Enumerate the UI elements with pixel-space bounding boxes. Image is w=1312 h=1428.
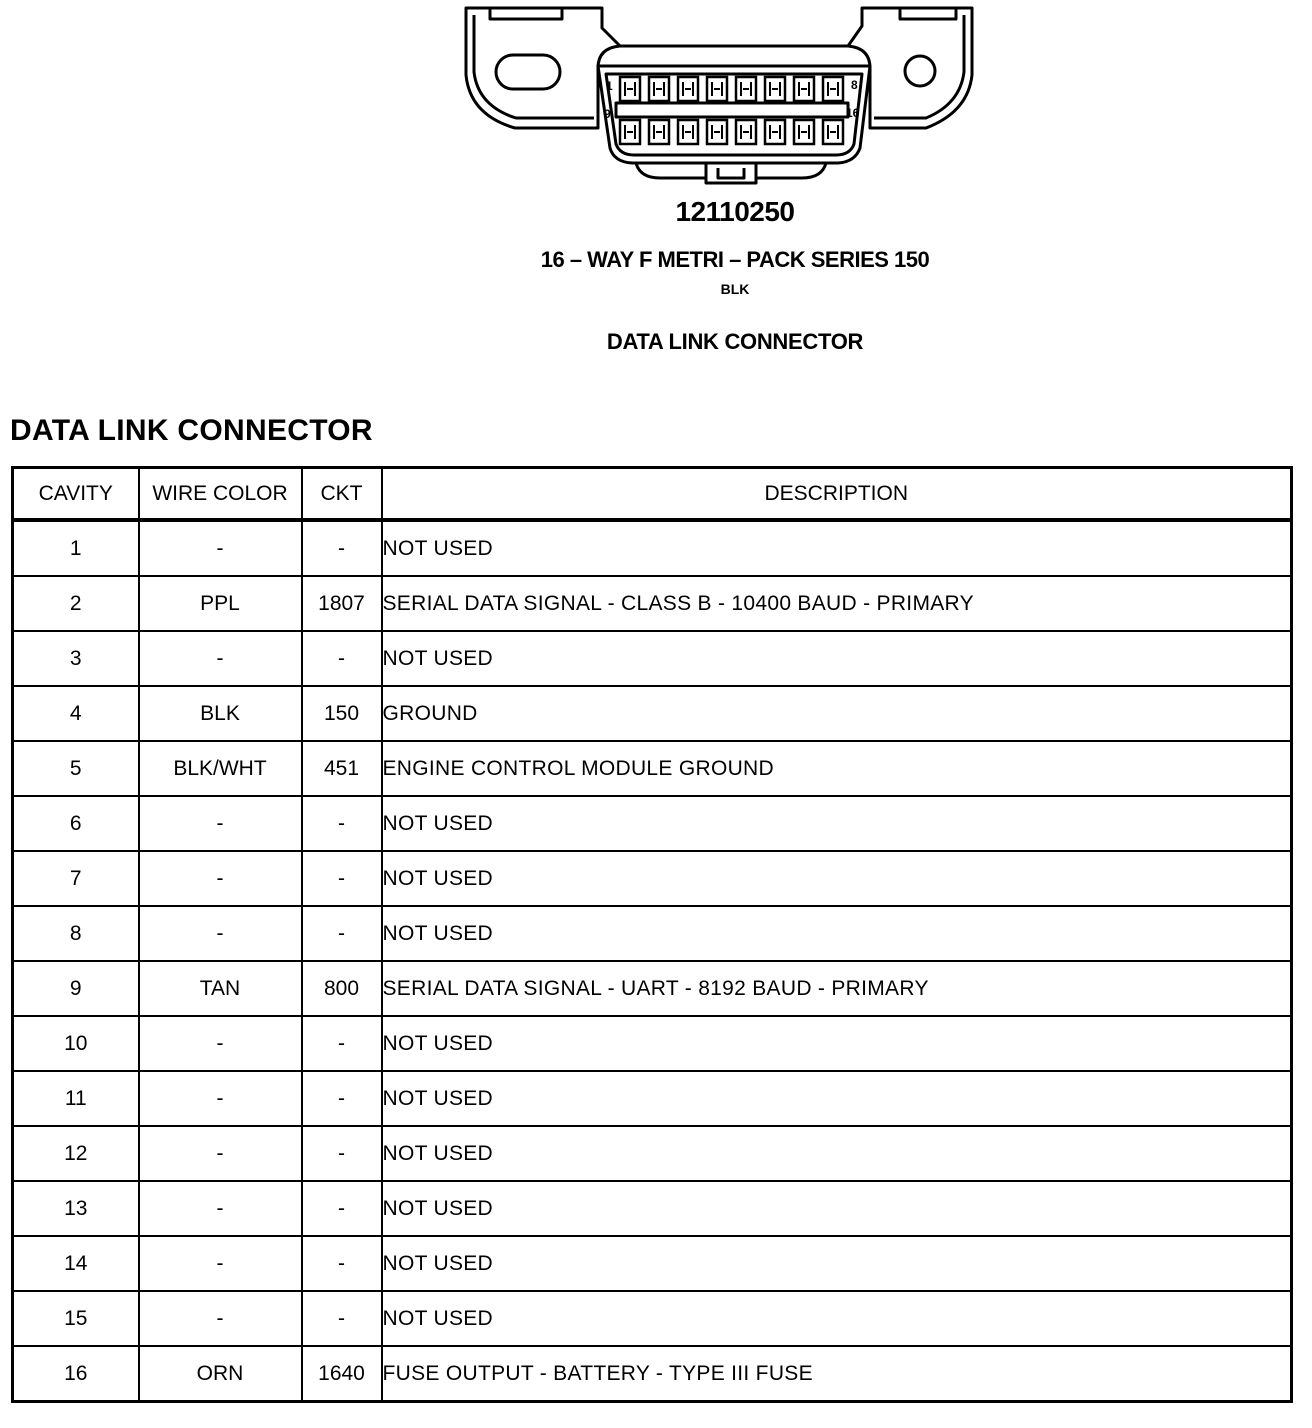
ckt-cell: -	[302, 1236, 382, 1291]
pin-label-8: 8	[851, 78, 858, 92]
description-cell: NOT USED	[382, 796, 1292, 851]
pinout-body	[13, 520, 1292, 1402]
pin-contact-9	[625, 125, 635, 139]
cavity-cell: 2	[13, 576, 139, 631]
description-cell: NOT USED	[382, 1071, 1292, 1126]
cavity-cell: 9	[13, 961, 139, 1016]
cavity-cell: 10	[13, 1016, 139, 1071]
pin-label-9: 9	[604, 107, 611, 121]
cavity-cell: 13	[13, 1181, 139, 1236]
cavity-cell: 7	[13, 851, 139, 906]
wire-color-cell: -	[139, 1016, 302, 1071]
table-row	[13, 796, 1292, 851]
wire-color-cell: -	[139, 631, 302, 686]
pin-contact-7	[799, 82, 809, 96]
ckt-cell: -	[302, 631, 382, 686]
cavity-cell: 1	[13, 520, 139, 576]
connector-name: DATA LINK CONNECTOR	[606, 329, 864, 354]
wire-color-cell: BLK	[139, 686, 302, 741]
table-row	[13, 520, 1292, 576]
description-cell: NOT USED	[382, 1181, 1292, 1236]
ckt-cell: -	[302, 1016, 382, 1071]
ckt-cell: 1640	[302, 1346, 382, 1402]
cavity-cell: 5	[13, 741, 139, 796]
cavity-cell: 15	[13, 1291, 139, 1346]
pin-contact-3	[683, 82, 693, 96]
table-row	[13, 1126, 1292, 1181]
table-row	[13, 961, 1292, 1016]
header-description: DESCRIPTION	[382, 468, 1292, 521]
ckt-cell: 1807	[302, 576, 382, 631]
ckt-cell: -	[302, 906, 382, 961]
connector-drawing	[0, 0, 1312, 200]
section-title: DATA LINK CONNECTOR	[10, 414, 373, 447]
description-cell: NOT USED	[382, 631, 1292, 686]
wire-color-cell: -	[139, 1291, 302, 1346]
cavity-cell: 11	[13, 1071, 139, 1126]
pin-contact-1	[625, 82, 635, 96]
ckt-cell: -	[302, 1071, 382, 1126]
connector-key	[706, 163, 756, 183]
cavity-cell: 4	[13, 686, 139, 741]
ckt-cell: -	[302, 1181, 382, 1236]
wire-color-cell: BLK/WHT	[139, 741, 302, 796]
description-cell: SERIAL DATA SIGNAL - UART - 8192 BAUD - PRIMARY	[382, 961, 1292, 1016]
table-row	[13, 1291, 1292, 1346]
pin-label-1: 1	[606, 79, 613, 93]
description-cell: NOT USED	[382, 1126, 1292, 1181]
pin-contact-6	[770, 82, 780, 96]
cavity-cell: 8	[13, 906, 139, 961]
wire-color-cell: TAN	[139, 961, 302, 1016]
wire-color-cell: -	[139, 1181, 302, 1236]
description-cell: GROUND	[382, 686, 1292, 741]
pinout-table	[11, 466, 1293, 1403]
description-cell: NOT USED	[382, 1016, 1292, 1071]
pin-contact-15	[799, 125, 809, 139]
header-cavity: CAVITY	[13, 468, 139, 521]
description-cell: ENGINE CONTROL MODULE GROUND	[382, 741, 1292, 796]
header-ckt: CKT	[302, 468, 382, 521]
mounting-hole	[905, 56, 935, 86]
table-row	[13, 851, 1292, 906]
description-cell: NOT USED	[382, 906, 1292, 961]
table-row	[13, 576, 1292, 631]
cavity-cell: 16	[13, 1346, 139, 1402]
connector-color: BLK	[720, 281, 750, 297]
pin-row-top	[620, 77, 843, 101]
cavity-cell: 3	[13, 631, 139, 686]
table-row	[13, 1071, 1292, 1126]
wire-color-cell: PPL	[139, 576, 302, 631]
pin-row-bottom	[620, 120, 843, 144]
ckt-cell: 150	[302, 686, 382, 741]
mounting-slot	[496, 55, 560, 89]
table-row	[13, 1236, 1292, 1291]
cavity-cell: 12	[13, 1126, 139, 1181]
description-cell: NOT USED	[382, 520, 1292, 576]
connector-diagram	[0, 0, 1312, 400]
pin-contact-4	[712, 82, 722, 96]
connector-housing	[466, 8, 972, 128]
connector-series: 16 – WAY F METRI – PACK SERIES 150	[540, 247, 930, 272]
description-cell: NOT USED	[382, 851, 1292, 906]
wire-color-cell: -	[139, 1236, 302, 1291]
table-row	[13, 1346, 1292, 1402]
table-row	[13, 1016, 1292, 1071]
pin-contact-8	[828, 82, 838, 96]
part-number: 12110250	[675, 196, 795, 227]
header-wire-color: WIRE COLOR	[139, 468, 302, 521]
ckt-cell: -	[302, 851, 382, 906]
ckt-cell: -	[302, 796, 382, 851]
ckt-cell: -	[302, 520, 382, 576]
description-cell: NOT USED	[382, 1291, 1292, 1346]
pin-contact-14	[770, 125, 780, 139]
pin-label-16: 16	[846, 106, 860, 120]
wire-color-cell: ORN	[139, 1346, 302, 1402]
pin-contact-10	[654, 125, 664, 139]
pin-contact-2	[654, 82, 664, 96]
description-cell: FUSE OUTPUT - BATTERY - TYPE III FUSE	[382, 1346, 1292, 1402]
cavity-cell: 6	[13, 796, 139, 851]
table-row	[13, 686, 1292, 741]
pin-contact-5	[741, 82, 751, 96]
table-row	[13, 631, 1292, 686]
wire-color-cell: -	[139, 520, 302, 576]
table-row	[13, 741, 1292, 796]
ckt-cell: 451	[302, 741, 382, 796]
ckt-cell: -	[302, 1126, 382, 1181]
ckt-cell: -	[302, 1291, 382, 1346]
pin-contact-11	[683, 125, 693, 139]
description-cell: NOT USED	[382, 1236, 1292, 1291]
wire-color-cell: -	[139, 1071, 302, 1126]
table-row	[13, 1181, 1292, 1236]
table-row	[13, 906, 1292, 961]
pin-contact-16	[828, 125, 838, 139]
wire-color-cell: -	[139, 851, 302, 906]
wire-color-cell: -	[139, 906, 302, 961]
wire-color-cell: -	[139, 796, 302, 851]
wire-color-cell: -	[139, 1126, 302, 1181]
ckt-cell: 800	[302, 961, 382, 1016]
description-cell: SERIAL DATA SIGNAL - CLASS B - 10400 BAUD - PRIMARY	[382, 576, 1292, 631]
table-header-row	[13, 468, 1292, 521]
pin-contact-12	[712, 125, 722, 139]
pin-contact-13	[741, 125, 751, 139]
cavity-cell: 14	[13, 1236, 139, 1291]
